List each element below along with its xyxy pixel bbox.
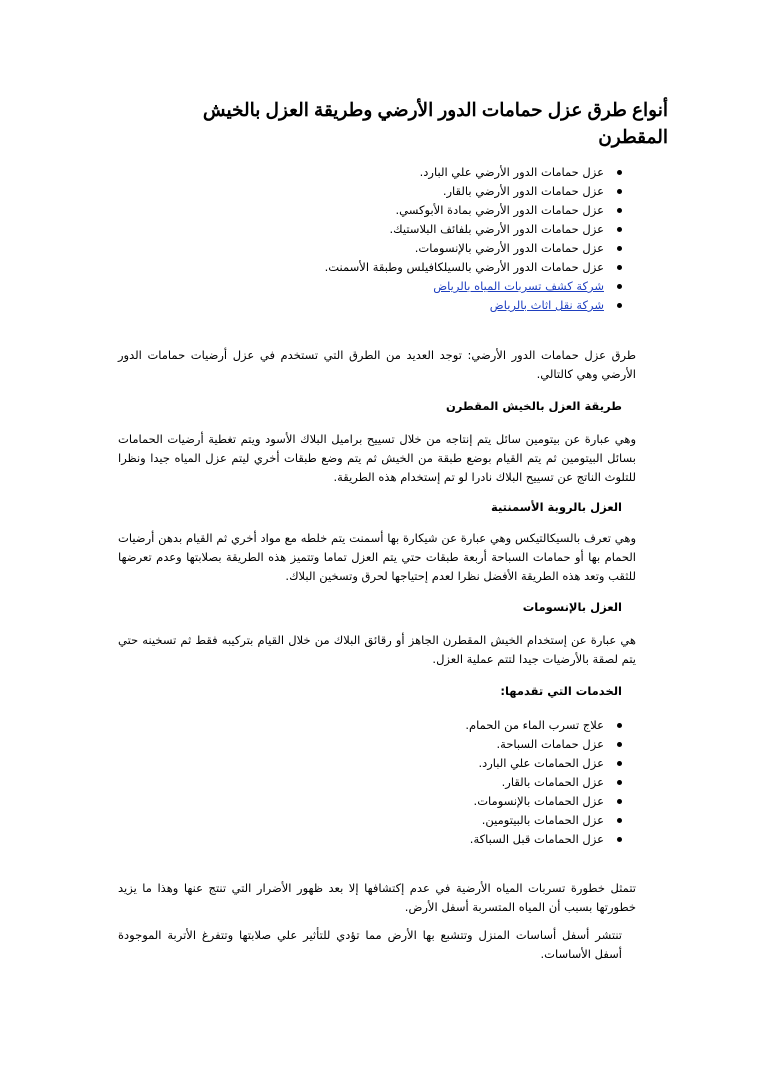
service-list-item: عزل الحمامات قبل السباكة.	[465, 830, 622, 849]
company-link[interactable]: شركة كشف تسربات المياه بالرياض	[433, 279, 604, 293]
section-body-cement-grout: وهي تعرف بالسيكالتيكس وهي عبارة عن شيكارة بها أسمنت يتم خلطه مع مواد أخري ثم القيام بدهن أرضيات الحمام بها أو حمامات السباحة أربعة طبقات حتي يتم العزل تماما وتتميز هذه الطريقة بصلابتها وعدم تعرضها للثقب وتعد هذه الطريقة الأفضل نظرا لعدم إحتياجها لحرق وتسخين البلاك.	[118, 531, 636, 583]
method-list-item	[325, 201, 622, 220]
method-list-item	[325, 258, 622, 277]
section-heading-insomat: العزل بالإنسومات	[522, 600, 622, 614]
document-title: أنواع طرق عزل حمامات الدور الأرضي وطريقة العزل بالخيش المقطرن	[202, 99, 668, 147]
method-text: عزل حمامات الدور الأرضي بالإنسومات.	[414, 241, 604, 255]
closing-paragraph-2: تنتشر أسفل أساسات المنزل وتتشبع بها الأرض مما تؤدي للتأثير علي صلابتها وتتفرغ الأتربة الموجودة أسفل الأساسات.	[118, 928, 622, 961]
method-list-item	[325, 239, 622, 258]
service-list-item: عزل الحمامات بالبيتومين.	[465, 811, 622, 830]
method-list-item	[325, 182, 622, 201]
services-list	[465, 716, 622, 849]
services-heading: الخدمات التي تقدمها:	[500, 684, 622, 698]
service-list-item: عزل حمامات السباحة.	[465, 735, 622, 754]
method-text: عزل حمامات الدور الأرضي بالقار.	[442, 184, 604, 198]
closing-paragraph-1: تتمثل خطورة تسربات المياه الأرضية في عدم إكتشافها إلا بعد ظهور الأضرار التي تنتج عنها وهذا ما يزيد خطورتها بسبب أن المياه المتسربة أسفل الأرض.	[118, 881, 636, 914]
service-list-item: علاج تسرب الماء من الحمام.	[465, 716, 622, 735]
link-list-item	[325, 296, 622, 315]
intro-paragraph: طرق عزل حمامات الدور الأرضي: توجد العديد من الطرق التي تستخدم في عزل أرضيات حمامات الدور الأرضي وهي كالتالي.	[118, 348, 636, 381]
link-list-item	[325, 277, 622, 296]
method-text: عزل حمامات الدور الأرضي بمادة الأبوكسي.	[395, 203, 604, 217]
company-link[interactable]: شركة نقل اثاث بالرياض	[489, 298, 604, 312]
service-list-item: عزل الحمامات علي البارد.	[465, 754, 622, 773]
method-list-item	[325, 220, 622, 239]
method-text: عزل حمامات الدور الأرضي علي البارد.	[419, 165, 604, 179]
service-list-item: عزل الحمامات بالإنسومات.	[465, 792, 622, 811]
method-text: عزل حمامات الدور الأرضي بلفائف البلاستيك.	[389, 222, 604, 236]
section-body-tarred-burlap: وهي عبارة عن بيتومين سائل يتم إنتاجه من خلال تسييح براميل البلاك الأسود ويتم تغطية أرضيات الحمامات بسائل البيتومين ثم يتم القيام بوضع طبقة من الخيش ثم يتم وضع طبقات أخري ليتم عزل المياه جيدا ونظرا للتلوث الناتج عن تسييح البلاك نادرا لو تم إستخدام هذه الطريقة.	[118, 432, 636, 484]
section-body-insomat: هي عبارة عن إستخدام الخيش المقطرن الجاهز أو رقائق البلاك من خلال القيام بتركيبه فقط ثم تسخينه حتي يتم لصقة بالأرضيات جيدا لتتم عملية العزل.	[118, 633, 636, 666]
service-list-item: عزل الحمامات بالقار.	[465, 773, 622, 792]
section-heading-tarred-burlap: طريقة العزل بالخيش المقطرن	[445, 399, 622, 413]
section-heading-cement-grout: العزل بالروبة الأسمنتية	[490, 500, 622, 514]
method-text: عزل حمامات الدور الأرضي بالسيلكافيلس وطبقة الأسمنت.	[324, 260, 604, 274]
method-list-item	[325, 163, 622, 182]
methods-list	[325, 163, 622, 315]
